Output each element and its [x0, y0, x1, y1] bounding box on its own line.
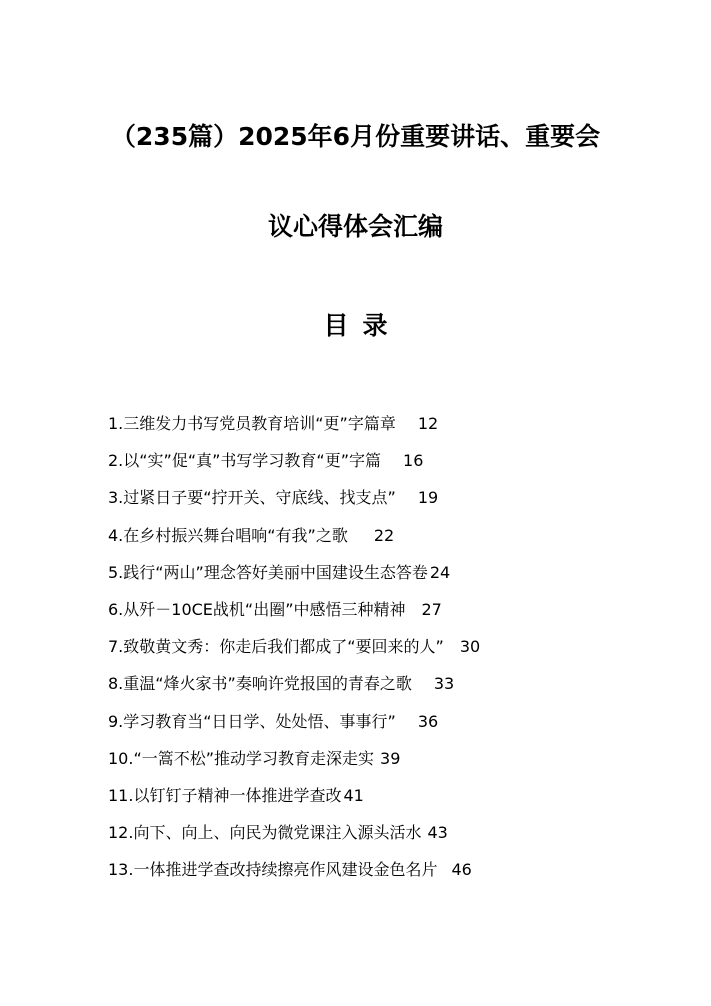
- toc-item-7: [108, 633, 480, 670]
- toc-item-page: 39: [380, 748, 401, 768]
- toc-item-page: 16: [403, 451, 424, 471]
- toc-item-page: 43: [427, 823, 448, 843]
- toc-item-11: [108, 782, 480, 819]
- toc-item-4: [108, 522, 480, 559]
- toc-item-2: [108, 447, 480, 484]
- toc-item-5: [108, 559, 480, 596]
- toc-item-1: [108, 410, 480, 447]
- toc-item-13: [108, 856, 480, 893]
- toc-item-page: 24: [429, 562, 451, 582]
- toc-item-8: [108, 670, 480, 707]
- toc-item-page: 33: [433, 674, 455, 694]
- toc-item-10: [108, 745, 480, 782]
- toc-item-page: 30: [459, 637, 481, 657]
- toc-item-label: 7.致敬黄文秀：你走后我们都成了“要回来的人”: [108, 637, 444, 657]
- toc-item-page: 22: [373, 525, 395, 545]
- toc-item-page: 46: [451, 860, 472, 880]
- toc-item-label: 2.以“实”促“真”书写学习教育“更”字篇: [108, 451, 382, 471]
- toc-item-label: 6.从歼－10CE战机“出圈”中感悟三种精神: [108, 599, 406, 619]
- toc-item-12: [108, 819, 480, 856]
- toc-item-9: [108, 708, 480, 745]
- toc-item-label: 3.过紧日子要“拧开关、守底线、找支点”: [108, 488, 396, 508]
- document-title-line-2: 议心得体会汇编: [267, 212, 443, 241]
- toc-item-label: 9.学习教育当“日日学、处处悟、事事行”: [108, 711, 396, 731]
- toc-item-label: 10.“一篙不松”推动学习教育走深走实: [108, 748, 375, 768]
- toc-item-3: [108, 484, 480, 521]
- toc-item-label: 12.向下、向上、向民为微党课注入源头活水: [108, 823, 422, 843]
- toc-item-label: 8.重温“烽火家书”奏响许党报国的青春之歌: [108, 674, 412, 694]
- toc-item-6: [108, 596, 480, 633]
- toc-item-page: 41: [343, 785, 364, 805]
- toc-heading: 目录: [323, 311, 402, 340]
- toc-item-page: 19: [417, 488, 439, 508]
- toc-item-page: 27: [421, 599, 442, 619]
- toc-item-label: 5.践行“两山”理念答好美丽中国建设生态答卷: [108, 562, 428, 582]
- toc-item-page: 36: [417, 711, 439, 731]
- toc-item-label: 13.一体推进学查改持续擦亮作风建设金色名片: [108, 860, 438, 880]
- table-of-contents: [108, 410, 480, 893]
- document-title-line-1: （235篇）2025年6月份重要讲话、重要会: [110, 122, 601, 151]
- toc-item-label: 11.以钉钉子精神一体推进学查改: [108, 785, 342, 805]
- toc-item-page: 12: [417, 414, 439, 433]
- toc-item-label: 1.三维发力书写党员教育培训“更”字篇章: [108, 414, 396, 433]
- toc-item-label: 4.在乡村振兴舞台唱响“有我”之歌: [108, 525, 348, 545]
